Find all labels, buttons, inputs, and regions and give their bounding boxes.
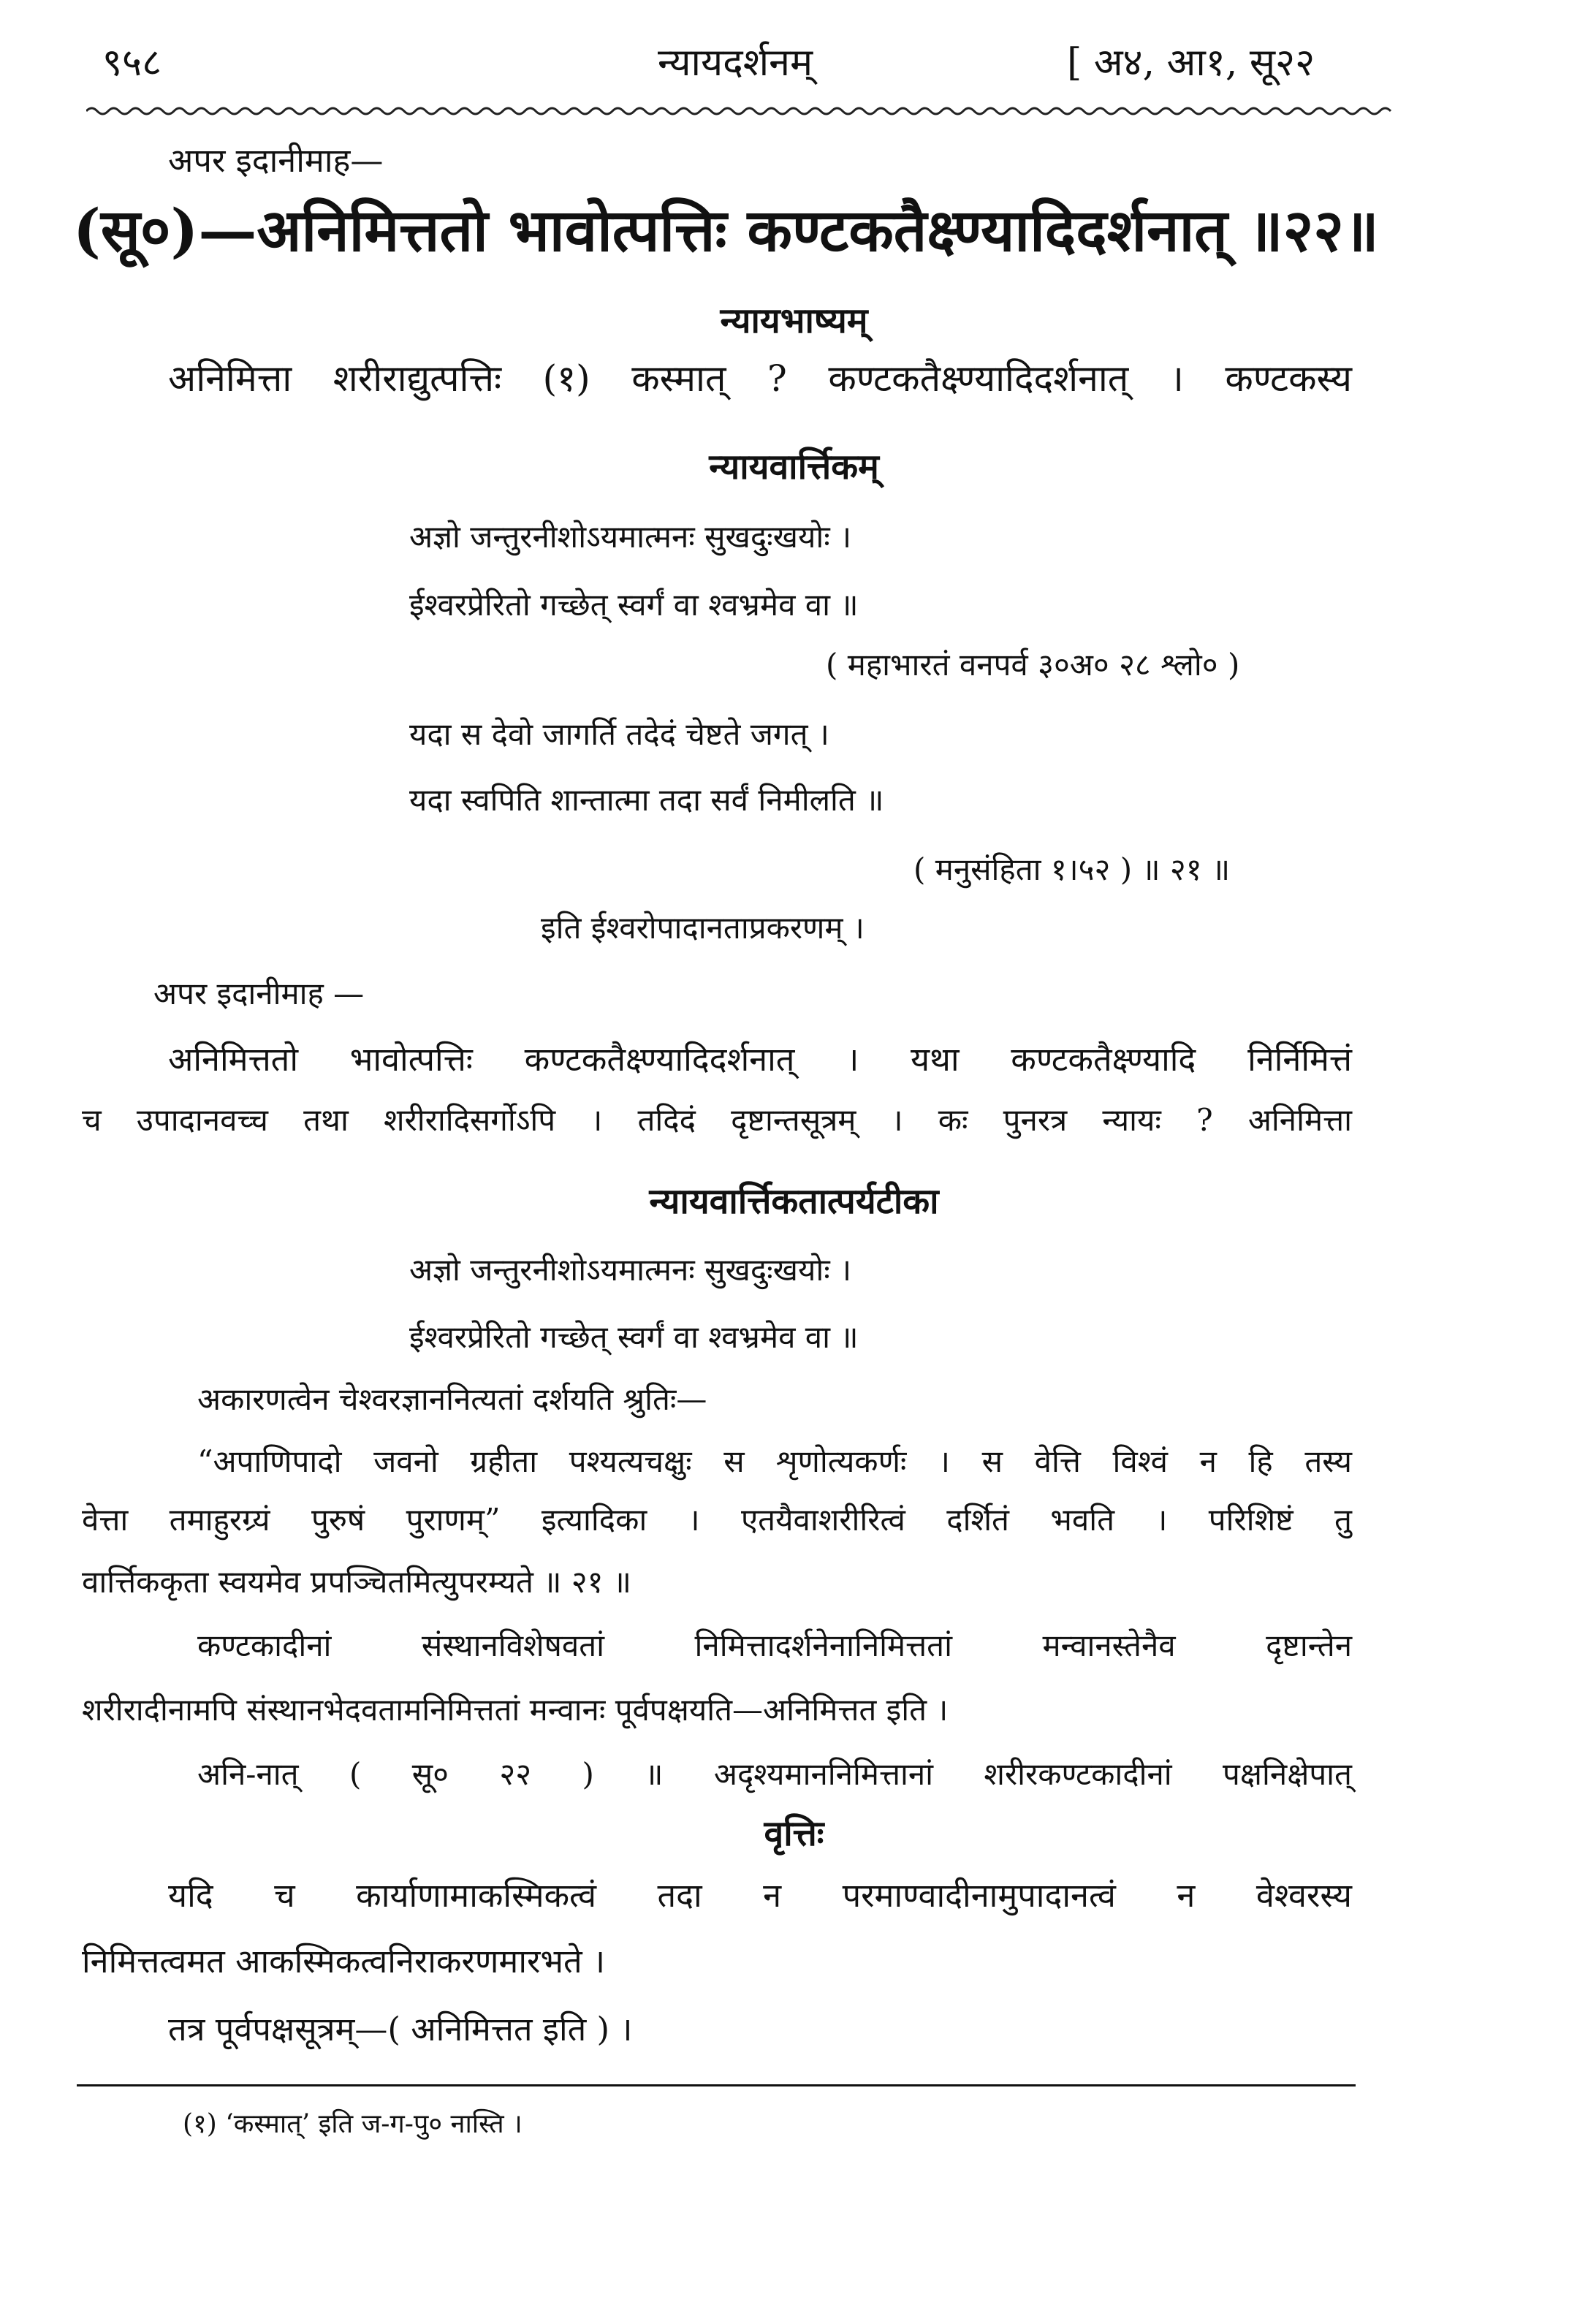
intro-text: अपर इदानीमाह — — [153, 976, 365, 1011]
vartika-paragraph-line: च उपादानवच्च तथा शरीरादिसर्गोऽपि । तदिदं दृष्टान्तसूत्रम् । कः पुनरत्र न्यायः ? अनिमित्ता — [82, 1102, 1352, 1138]
vartika-paragraph-line: अनिमित्ततो भावोत्पत्तिः कण्टकतैक्ष्ण्यादिदर्शनात् । यथा कण्टकतैक्ष्ण्यादि निर्निमित्तं — [168, 1040, 1352, 1079]
vartika-verse-line: यदा स्वपिति शान्तात्मा तदा सर्वं निमीलति ॥ — [409, 782, 884, 818]
tika-line: “अपाणिपादो जवनो ग्रहीता पश्यत्यचक्षुः स शृणोत्यकर्णः । स वेत्ति विश्वं न हि तस्य — [197, 1443, 1352, 1479]
page-number: ९५८ — [102, 41, 162, 85]
footnote: (१) ‘कस्मात्’ इति ज-ग-पु० नास्ति । — [183, 2109, 523, 2139]
tika-line: अकारणत्वेन चेश्वरज्ञाननित्यतां दर्शयति श्रुतिः— — [197, 1381, 707, 1417]
colophon: इति ईश्वरोपादानताप्रकरणम् । — [541, 910, 865, 946]
vartika-verse-line: अज्ञो जन्तुरनीशोऽयमात्मनः सुखदुःखयोः । — [409, 519, 851, 555]
sutra-text: (सू०)—अनिमित्ततो भावोत्पत्तिः कण्टकतैक्ष्ण्यादिदर्शनात् ॥२२॥ — [73, 196, 1379, 265]
tika-line: अनि-नात् ( सू० २२ ) ॥ अदृश्यमाननिमित्तानां शरीरकण्टकादीनां पक्षनिक्षेपात् — [197, 1756, 1352, 1792]
tika-line: कण्टकादीनां संस्थानविशेषवतां निमित्तादर्शनेनानिमित्ततां मन्वानस्तेनैव दृष्टान्तेन — [197, 1628, 1352, 1663]
citation: ( महाभारतं वनपर्व ३०अ० २८ श्लो० ) — [826, 647, 1240, 683]
citation: ( मनुसंहिता १।५२ ) ॥ २१ ॥ — [913, 851, 1231, 887]
chapter-reference: [ अ४, आ१, सू२२ — [1067, 41, 1315, 85]
vritti-line: निमित्तत्वमत आकस्मिकत्वनिराकरणमारभते । — [82, 1942, 606, 1981]
tika-verse-line: ईश्वरप्रेरितो गच्छेत् स्वर्गं वा श्वभ्रमेव वा ॥ — [409, 1319, 859, 1355]
vritti-line: यदि च कार्याणामाकस्मिकत्वं तदा न परमाण्वादीनामुपादानत्वं न वेश्वरस्य — [168, 1876, 1352, 1915]
bhashya-heading: न्यायभाष्यम् — [720, 300, 868, 341]
tika-line: वेत्ता तमाहुरग्र्यं पुरुषं पुराणम्” इत्यादिका । एतयैवाशरीरित्वं दर्शितं भवति । परिशिष्टं तु — [82, 1502, 1352, 1538]
vartika-verse-line: ईश्वरप्रेरितो गच्छेत् स्वर्गं वा श्वभ्रमेव वा ॥ — [409, 587, 859, 623]
header-wavy-rule — [86, 104, 1394, 118]
vartika-verse-line: यदा स देवो जागर्ति तदेदं चेष्टते जगत् । — [409, 716, 829, 752]
bhashya-line: अनिमित्ता शरीराद्युत्पत्तिः (१) कस्मात् ? कण्टकतैक्ष्ण्यादिदर्शनात् । कण्टकस्य — [168, 357, 1352, 400]
tika-verse-line: अज्ञो जन्तुरनीशोऽयमात्मनः सुखदुःखयोः । — [409, 1252, 851, 1288]
vritti-heading: वृत्तिः — [764, 1813, 824, 1854]
tika-line: शरीरादीनामपि संस्थानभेदवतामनिमित्ततां मन्वानः पूर्वपक्षयति—अनिमित्तत इति । — [82, 1692, 949, 1728]
intro-text: अपर इदानीमाह— — [168, 141, 384, 180]
vritti-line: तत्र पूर्वपक्षसूत्रम्—( अनिमित्तत इति ) । — [168, 2010, 633, 2048]
tika-heading: न्यायवार्त्तिकतात्पर्यटीका — [649, 1181, 939, 1222]
running-title: न्यायदर्शनम् — [658, 41, 813, 85]
tika-line: वार्त्तिककृता स्वयमेव प्रपञ्चितमित्युपरम्यते ॥ २१ ॥ — [82, 1564, 631, 1600]
footnote-rule — [77, 2084, 1356, 2086]
vartika-heading: न्यायवार्त्तिकम् — [709, 447, 879, 487]
